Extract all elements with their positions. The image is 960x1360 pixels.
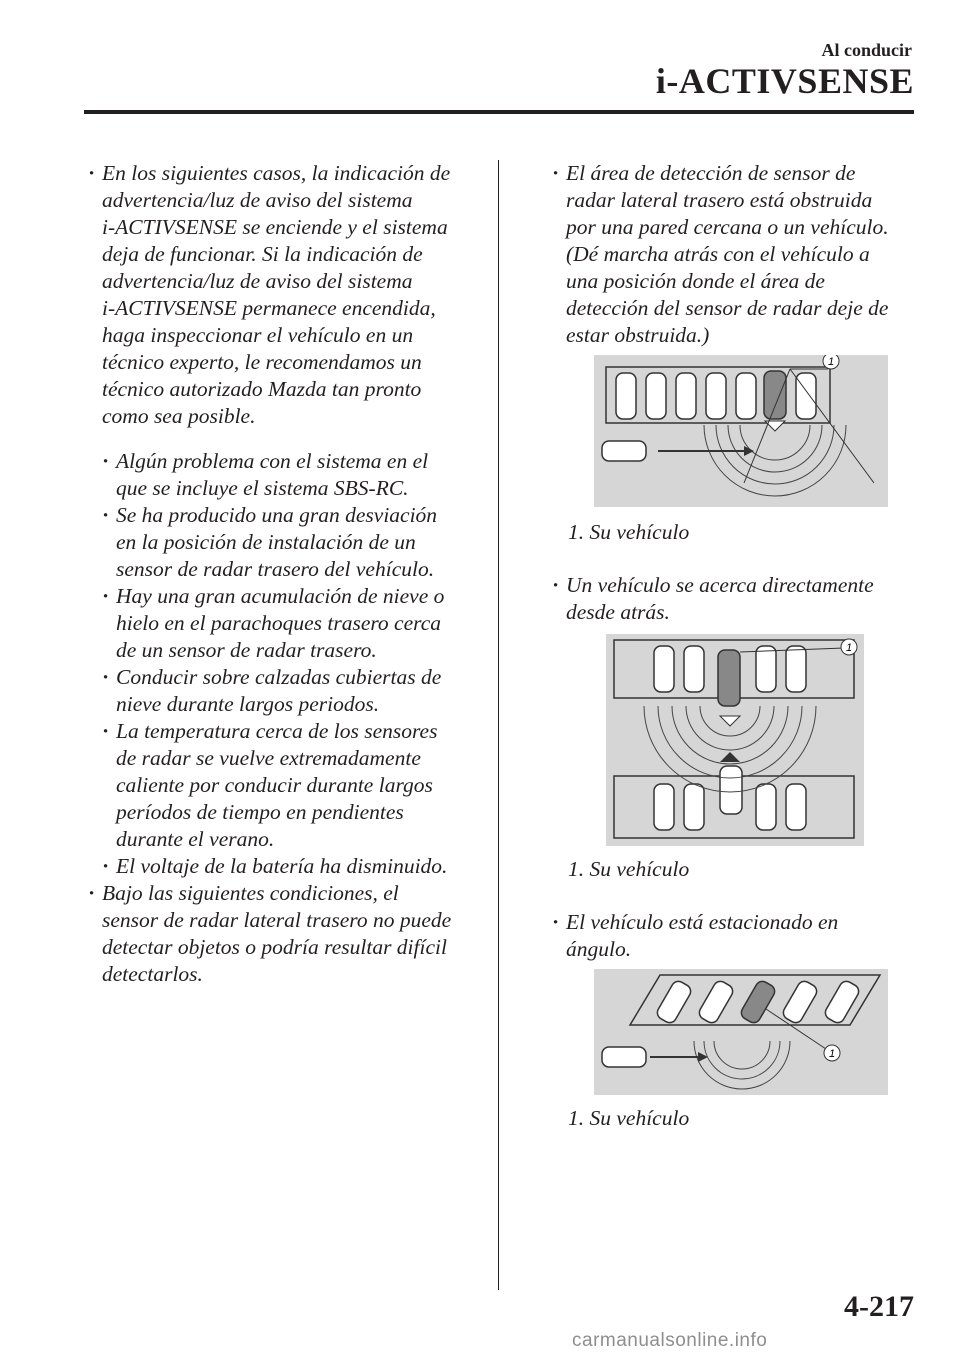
page-title: i-ACTIVSENSE	[655, 61, 914, 101]
diagram-svg	[594, 969, 888, 1095]
list-item: · Conducir sobre calzadas cubiertas de nieve durante largos periodos.	[84, 664, 484, 718]
column-divider	[498, 160, 499, 1290]
figure-caption: 1. Su vehículo	[568, 1106, 690, 1130]
section-name: Al conducir	[821, 40, 912, 60]
left-column	[84, 160, 484, 988]
callout-label: 1	[828, 1048, 836, 1060]
list-item: · La temperatura cerca de los sensores de radar se vuelve extremadamente caliente por conducir durante largos períodos de tiempo en pendientes durante el verano.	[84, 718, 484, 853]
warning-intro-text: · En los siguientes casos, la indicación de advertencia/luz de aviso del sistema i-ACTIVSENSE se enciende y el sistema deja de funcionar. Si la indicación de advertencia/luz de aviso del sistema i-ACTIVSENSE permanece encendida, haga inspeccionar el vehículo en un técnico experto, le recomendamos un técnico autorizado Mazda tan pronto como sea posible.	[102, 161, 451, 428]
list-item: · Algún problema con el sistema en el que se incluye el sistema SBS-RC.	[84, 448, 484, 502]
own-vehicle	[718, 650, 740, 706]
bullet-obstructed-area: · El área de detección de sensor de radar lateral trasero está obstruida por una pared cercana o un vehículo. (Dé marcha atrás con el vehículo a una posición donde el área de detección del sensor de radar deje de estar obstruida.)	[548, 160, 914, 349]
diagram-svg	[594, 355, 888, 507]
conditions-text: · Bajo las siguientes condiciones, el sensor de radar lateral trasero no puede detectar objetos o podría resultar difícil detectarlos.	[102, 881, 452, 986]
watermark: carmanualsonline.info	[572, 1330, 768, 1351]
bullet-warning-cases	[84, 160, 484, 430]
callout-label: 1	[845, 642, 853, 654]
own-vehicle	[739, 979, 777, 1025]
right-column	[548, 160, 914, 1132]
bullet-detection-conditions	[84, 880, 484, 988]
figure-caption: 1. Su vehículo	[568, 520, 690, 544]
list-item: · Hay una gran acumulación de nieve o hielo en el parachoques trasero cerca de un sensor de radar trasero.	[84, 583, 484, 664]
bullet-angled-parking: · El vehículo está estacionado en ángulo.	[548, 909, 914, 963]
callout-label: 1	[827, 356, 835, 368]
figure-angled-parking	[594, 969, 888, 1095]
header-rule	[84, 110, 914, 114]
figure-rear-approach	[606, 634, 864, 846]
list-item: · Se ha producido una gran desviación en la posición de instalación de un sensor de radar trasero del vehículo.	[84, 502, 484, 583]
diagram-svg	[606, 634, 864, 846]
figure-obstructed-parking	[594, 355, 888, 507]
own-vehicle	[764, 371, 786, 419]
page-number: 4-217	[844, 1290, 914, 1323]
figure-caption: 1. Su vehículo	[568, 857, 690, 881]
bullet-vehicle-approaching: · Un vehículo se acerca directamente desde atrás.	[548, 572, 914, 626]
list-item: · El voltaje de la batería ha disminuido.	[84, 853, 484, 880]
